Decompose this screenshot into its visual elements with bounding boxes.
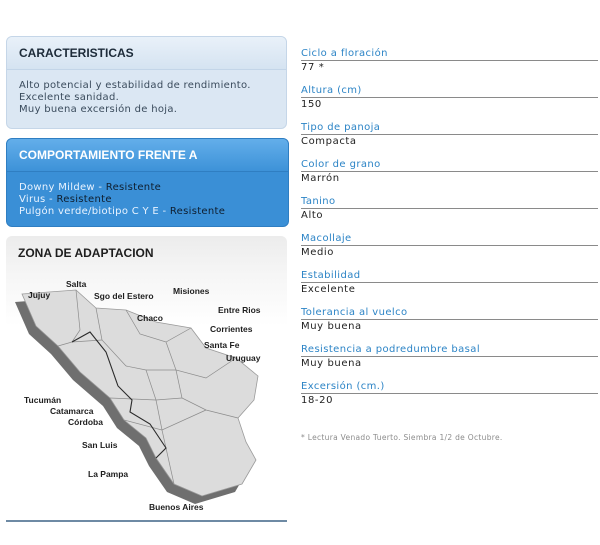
footnote: * Lectura Venado Tuerto. Siembra 1/2 de Octubre. <box>301 433 503 442</box>
spec-value: Excelente <box>301 284 356 295</box>
spec-divider <box>301 171 598 172</box>
specs-list <box>301 46 598 416</box>
disease-name: Downy Mildew <box>19 182 95 193</box>
spec-value: Alto <box>301 210 324 221</box>
resistance-result: Resistente <box>169 206 226 217</box>
spec-divider <box>301 208 598 209</box>
disease-name: Pulgón verde/biotipo C Y E <box>19 206 159 217</box>
province-label: Uruguay <box>226 353 261 363</box>
spec-divider <box>301 319 598 320</box>
spec-value: Marrón <box>301 173 340 184</box>
resistance-result: Resistente <box>56 194 112 205</box>
left-bottom-divider <box>6 520 287 522</box>
left-column <box>6 36 287 512</box>
adaptation-map <box>6 270 287 514</box>
separator: - <box>94 182 106 193</box>
province-label: Catamarca <box>50 406 94 416</box>
comportamiento-panel <box>6 138 289 227</box>
province-label: Entre Rios <box>218 305 261 315</box>
resistance-row <box>19 206 276 218</box>
spec-row <box>301 305 598 342</box>
zona-panel <box>6 236 287 514</box>
comportamiento-title: COMPORTAMIENTO FRENTE A <box>7 139 288 172</box>
province-label: Córdoba <box>68 417 103 427</box>
spec-value: Muy buena <box>301 358 362 369</box>
province-label: La Pampa <box>88 469 129 479</box>
spec-row <box>301 231 598 268</box>
spec-value: Compacta <box>301 136 357 147</box>
spec-divider <box>301 282 598 283</box>
province-label: Chaco <box>137 313 163 323</box>
province-label: Santa Fe <box>204 340 240 350</box>
spec-row <box>301 157 598 194</box>
province-label: Corrientes <box>210 324 253 334</box>
spec-label: Altura (cm) <box>301 85 362 96</box>
spec-row <box>301 342 598 379</box>
spec-label: Ciclo a floración <box>301 48 388 59</box>
spec-row <box>301 120 598 157</box>
spec-divider <box>301 60 598 61</box>
province-label: Buenos Aires <box>149 502 204 512</box>
spec-divider <box>301 134 598 135</box>
province-label: Jujuy <box>28 290 51 300</box>
separator: - <box>45 194 57 205</box>
resistance-row <box>19 194 276 206</box>
spec-divider <box>301 393 598 394</box>
spec-value: Medio <box>301 247 335 258</box>
province-label: San Luis <box>82 440 118 450</box>
spec-label: Tolerancia al vuelco <box>301 307 408 318</box>
spec-divider <box>301 356 598 357</box>
caracteristica-line: Excelente sanidad. <box>19 92 120 103</box>
separator: - <box>158 206 170 217</box>
spec-label: Color de grano <box>301 159 381 170</box>
province-label: Salta <box>66 279 87 289</box>
caracteristicas-body <box>7 70 286 124</box>
spec-row <box>301 46 598 83</box>
caracteristica-line: Muy buena excersión de hoja. <box>19 104 178 115</box>
spec-row <box>301 194 598 231</box>
resistance-result: Resistente <box>105 182 162 193</box>
spec-label: Excersión (cm.) <box>301 381 385 392</box>
spec-value: 77 * <box>301 62 325 73</box>
caracteristica-line: Alto potencial y estabilidad de rendimiento. <box>19 80 251 91</box>
spec-divider <box>301 97 598 98</box>
caracteristicas-title: CARACTERISTICAS <box>7 37 286 70</box>
spec-row <box>301 83 598 120</box>
spec-row <box>301 268 598 305</box>
zona-title: ZONA DE ADAPTACION <box>18 246 154 260</box>
spec-value: 18-20 <box>301 395 334 406</box>
spec-value: Muy buena <box>301 321 362 332</box>
resistance-row <box>19 182 276 194</box>
province-label: Misiones <box>173 286 210 296</box>
spec-row <box>301 379 598 416</box>
spec-label: Tipo de panoja <box>301 122 381 133</box>
spec-label: Estabilidad <box>301 270 361 281</box>
caracteristicas-panel <box>6 36 287 129</box>
spec-divider <box>301 245 598 246</box>
province-label: Sgo del Estero <box>94 291 154 301</box>
comportamiento-body <box>7 172 288 226</box>
spec-value: 150 <box>301 99 322 110</box>
spec-label: Tanino <box>301 196 336 207</box>
province-label: Tucumán <box>24 395 62 405</box>
disease-name: Virus <box>19 194 46 205</box>
spec-label: Macollaje <box>301 233 352 244</box>
spec-label: Resistencia a podredumbre basal <box>301 344 480 355</box>
